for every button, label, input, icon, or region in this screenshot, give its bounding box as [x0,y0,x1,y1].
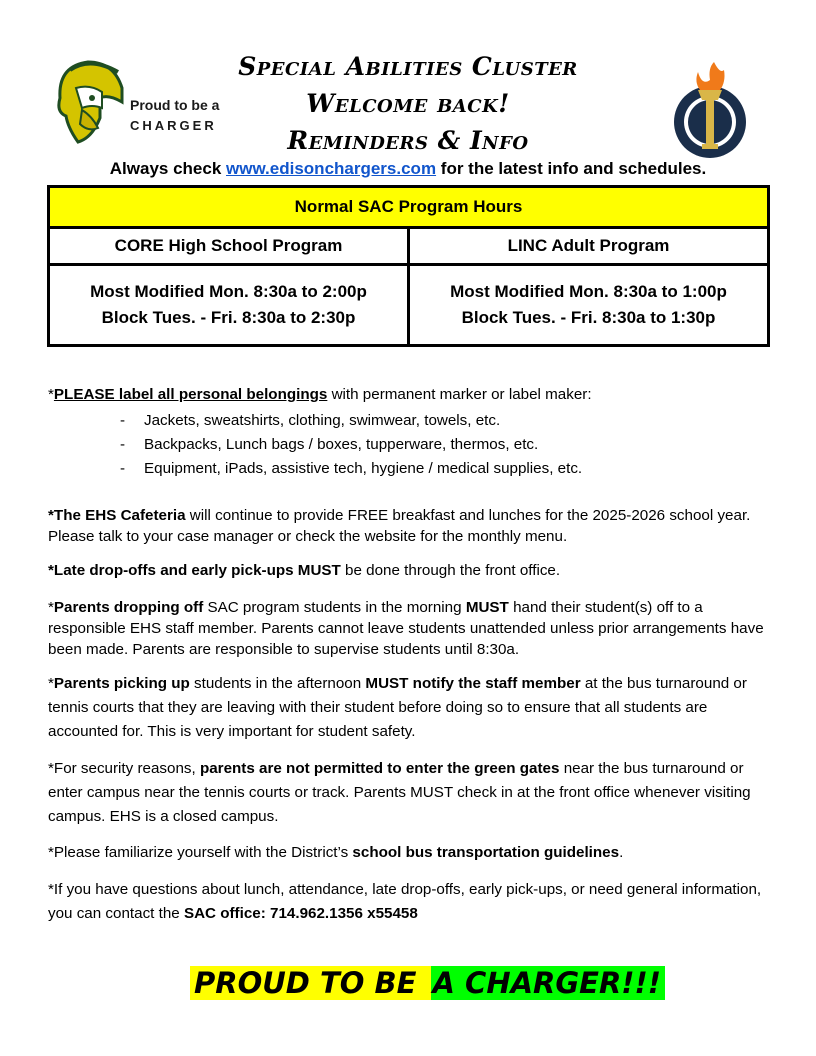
logo-proud-text: Proud to be a [130,97,220,113]
bus-text-2: . [619,844,624,861]
list-item-text: Equipment, iPads, assistive tech, hygiene / medical supplies, etc. [144,460,583,477]
website-link[interactable]: www.edisonchargers.com [226,159,437,178]
linc-hours-line-1: Most Modified Mon. 8:30a to 1:00p [450,282,727,301]
title-line-1: Special Abilities Cluster [238,52,578,81]
cafeteria-paragraph [48,505,772,547]
linc-hours-line-2: Block Tues. - Fri. 8:30a to 1:30p [461,308,716,327]
logo-charger-text: CHARGER [130,118,217,133]
core-hours-line-2: Block Tues. - Fri. 8:30a to 2:30p [101,308,356,327]
bus-text-1: *Please familiarize yourself with the District’s [48,844,353,861]
linc-program-heading: LINC Adult Program [409,228,769,265]
contact-text: *If you have questions about lunch, attendance, late drop-offs, early pick-ups, or need general information, you can contact the [48,881,762,922]
core-hours-line-1: Most Modified Mon. 8:30a to 2:00p [90,282,367,301]
belongings-heading: PLEASE label all personal belongings [53,386,328,403]
dropoff-text-2: hand their student(s) off to a responsible EHS staff member. Parents cannot leave students unattended unless prior arrangements have been made. Parents are responsible to supervise students until 8:30a. [48,599,764,658]
bus-bold: school bus transportation guidelines [352,844,620,861]
belongings-text: with permanent marker or label maker: [327,386,592,403]
footer-slogan-part2: A CHARGER!!! [431,966,666,1000]
dropoff-paragraph [48,597,772,660]
website-notice [0,159,816,179]
cafeteria-text: will continue to provide FREE breakfast and lunches for the 2025-2026 school year. Please talk to your case manager or check the website for the monthly menu. [48,507,751,545]
belongings-list [120,409,772,481]
dropoff-text-1: SAC program students in the morning [203,599,466,616]
late-pickup-heading: *Late drop-offs and early pick-ups MUST [48,562,341,579]
page-title [180,48,636,159]
list-item: - Equipment, iPads, assistive tech, hygiene / medical supplies, etc. [120,460,583,477]
dropoff-must: MUST [465,599,509,616]
contact-phone: SAC office: 714.962.1356 x55458 [183,905,418,922]
late-pickup-text: be done through the front office. [340,562,561,579]
program-hours-table [47,185,770,347]
website-notice-suffix: for the latest info and schedules. [436,159,707,178]
list-item: - Backpacks, Lunch bags / boxes, tupperware, thermos, etc. [120,436,539,453]
pickup-must: MUST notify the staff member [365,675,581,692]
security-text-2: near the bus turnaround or enter campus near the tennis courts or track. Parents MUST check in at the front office whenever visiting campus. EHS is a closed campus. [48,760,751,825]
reminders-content [48,384,772,926]
list-item-text: Jackets, sweatshirts, clothing, swimwear, towels, etc. [144,412,501,429]
district-seal [668,60,752,164]
title-line-2: Welcome back! [306,89,510,118]
belongings-star: * [48,386,54,403]
hours-table-header: Normal SAC Program Hours [49,187,769,228]
core-program-hours [49,265,409,346]
footer-slogan [190,963,665,1003]
pickup-heading: Parents picking up [53,675,190,692]
security-paragraph [48,757,772,829]
pickup-paragraph [48,672,772,744]
pickup-text-2: at the bus turnaround or tennis courts that they are leaving with their student before doing so to ensure that all students are accounted for. This is very important for student safety. [48,675,747,740]
security-bold: parents are not permitted to enter the green gates [199,760,560,777]
trojan-helmet-icon [48,58,128,144]
pickup-star: * [48,675,54,692]
footer-slogan-part1: PROUD TO BE [190,966,431,1000]
website-notice-prefix: Always check [109,159,227,178]
title-line-3: Reminders & Info [287,126,529,155]
list-item: - Jackets, sweatshirts, clothing, swimwear, towels, etc. [120,412,501,429]
dropoff-star: * [48,599,54,616]
linc-program-hours [409,265,769,346]
list-item-text: Backpacks, Lunch bags / boxes, tupperware, thermos, etc. [144,436,539,453]
cafeteria-heading: *The EHS Cafeteria [48,507,186,524]
dropoff-heading: Parents dropping off [53,599,204,616]
bus-paragraph [48,842,772,863]
security-text-1: *For security reasons, [48,760,200,777]
late-pickup-paragraph [48,560,772,581]
pickup-text-1: students in the afternoon [189,675,366,692]
core-program-heading: CORE High School Program [49,228,409,265]
contact-paragraph [48,878,772,926]
torch-seal-icon [668,60,752,164]
belongings-paragraph [48,384,772,405]
